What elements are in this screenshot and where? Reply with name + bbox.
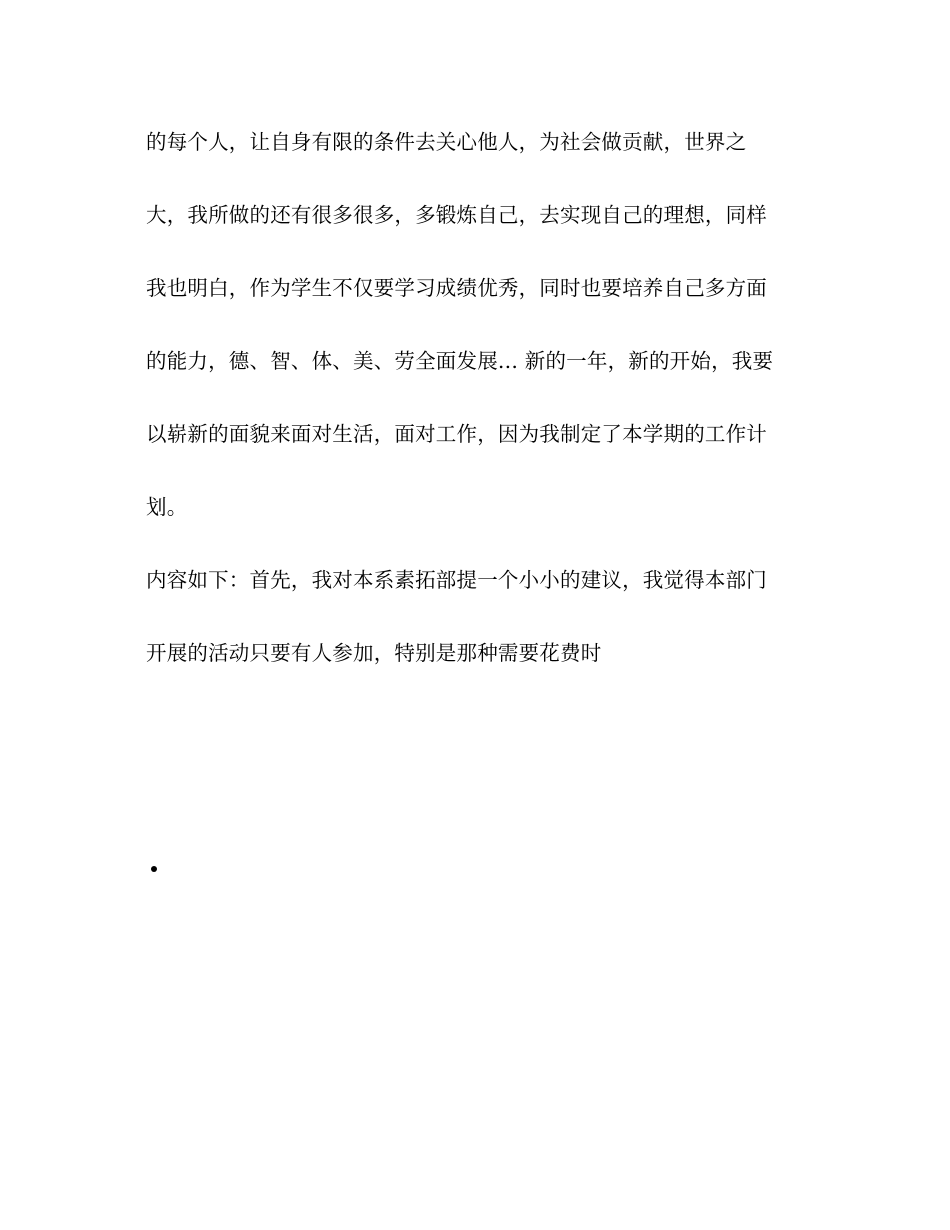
paragraph-line-2: 大，我所做的还有很多很多，多锻炼自己，去实现自己的理想，同样 — [146, 203, 767, 227]
paragraph-line-4: 的能力，德、智、体、美、劳全面发展... 新的一年，新的开始，我要 — [146, 349, 774, 373]
paragraph-line-3: 我也明白，作为学生不仅要学习成绩优秀，同时也要培养自己多方面 — [146, 276, 767, 300]
paragraph-line-5: 以崭新的面貌来面对生活，面对工作，因为我制定了本学期的工作计 — [146, 422, 767, 446]
bullet-dot — [151, 866, 157, 872]
paragraph-line-8: 开展的活动只要有人参加，特别是那种需要花费时 — [146, 641, 602, 665]
paragraph-line-1: 的每个人，让自身有限的条件去关心他人，为社会做贡献，世界之 — [146, 130, 747, 154]
paragraph-line-6: 划。 — [146, 495, 188, 519]
paragraph-line-7: 内容如下：首先，我对本系素拓部提一个小小的建议，我觉得本部门 — [146, 568, 767, 592]
